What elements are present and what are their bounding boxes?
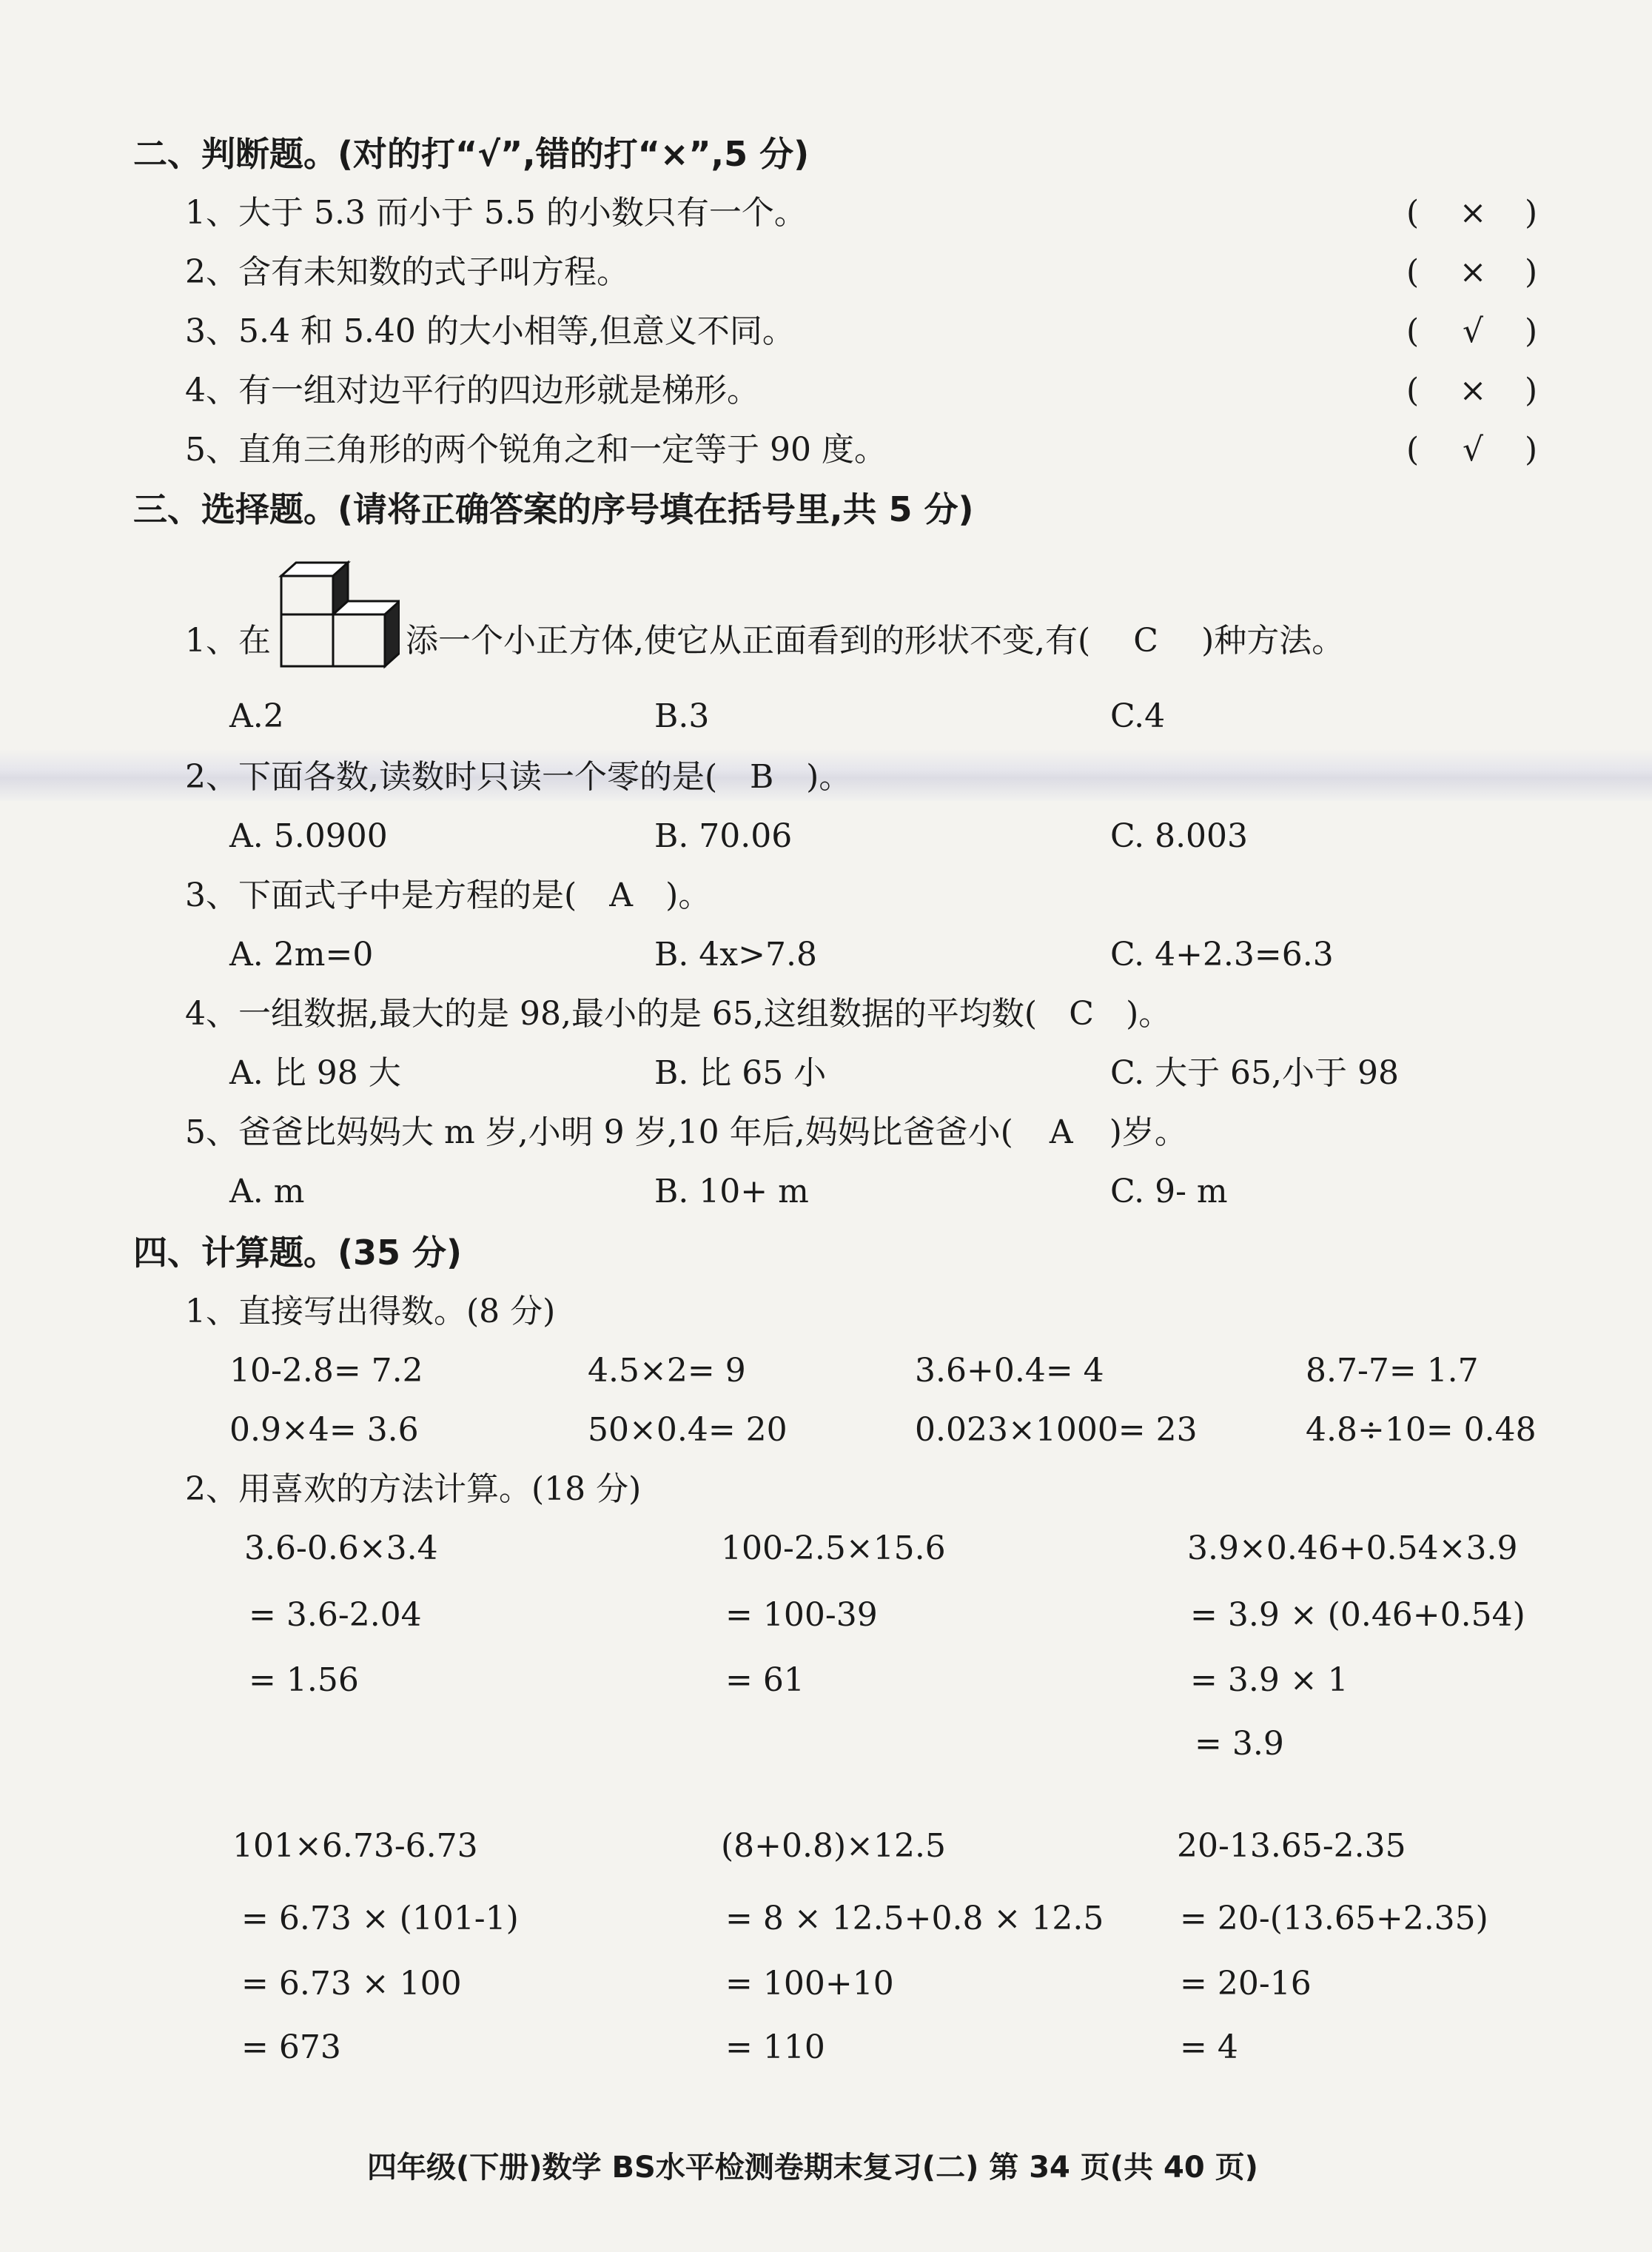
choice-q1-text (406, 619, 1344, 663)
judge-item-5: 5、直角三角形的两个锐角之和一定等于 90 度。 (185, 431, 887, 469)
choice-q5-option-c: C. 9- m (1110, 1173, 1228, 1210)
choice-q1-option-a: A.2 (229, 697, 284, 735)
calc-c6-line3: = 20-16 (1180, 1965, 1312, 2003)
judge-item-1: 1、大于 5.3 而小于 5.5 的小数只有一个。 (185, 194, 807, 232)
choice-q5-option-a: A. m (229, 1173, 305, 1210)
calc-c3-line2: = 3.9 × (0.46+0.54) (1190, 1596, 1525, 1634)
choice-q5-text: 5、爸爸比妈妈大 m 岁,小明 9 岁,10 年后,妈妈比爸爸小( A )岁。 (185, 1110, 1187, 1155)
choice-q3-answer: A (609, 877, 634, 914)
calc-c1-line1: 3.6-0.6×3.4 (244, 1529, 438, 1567)
calc-c2-line1: 100-2.5×15.6 (721, 1529, 946, 1567)
calc-c4-line1: 101×6.73-6.73 (232, 1827, 478, 1865)
section4-title: 四、计算题。(35 分) (133, 1233, 463, 1273)
calc-c5-line1: (8+0.8)×12.5 (721, 1827, 947, 1865)
judge-item-4: 4、有一组对边平行的四边形就是梯形。 (185, 372, 759, 409)
direct-calc-6: 50×0.4= 20 (588, 1411, 788, 1449)
choice-q2-answer: B (749, 758, 774, 796)
choice-q2-option-c: C. 8.003 (1110, 817, 1249, 855)
calc-c3-line4: = 3.9 (1195, 1725, 1284, 1763)
direct-calc-2: 4.5×2= 9 (588, 1352, 746, 1390)
direct-calc-7: 0.023×1000= 23 (915, 1411, 1198, 1449)
choice-q3-option-c: C. 4+2.3=6.3 (1110, 936, 1334, 973)
choice-q3-option-a: A. 2m=0 (229, 936, 374, 973)
calc-c2-line2: = 100-39 (725, 1596, 878, 1634)
calc-c5-line3: = 100+10 (725, 1965, 894, 2003)
direct-calc-3: 3.6+0.4= 4 (915, 1352, 1104, 1390)
choice-q1-prefix: 1、在 (185, 622, 271, 660)
calc-c4-line2: = 6.73 × (101-1) (241, 1900, 519, 1937)
choice-q2-option-a: A. 5.0900 (229, 817, 388, 855)
choice-q5-option-b: B. 10+ m (654, 1173, 809, 1210)
calc-sub1-title: 1、直接写出得数。(8 分) (185, 1293, 556, 1330)
exam-page: 二、判断题。(对的打“√”,错的打“×”,5 分) 1、大于 5.3 而小于 5.5 的小数只有一个。 ( × ) 2、含有未知数的式子叫方程。 ( × ) 3、5.4 和 5.40 的大小相等,但意义不同。 ( √ ) 4、有一组对边平行的四边形就是梯形。 ( × ) 5、直角三角形的两个锐角之和一定等于 90 度。 ( √ ) 三、选择题。(请将正确答案的序号填在括号里,共 5 分) 1、在 添一个小正方体,使它从正面看到的形状不变,有( C )种方法。 A.2 B.3 C.4 2、下面各数,读数时只读一个零的是( B )。 A. 5.0900 B. 70.06 C. 8.003 3、下面式子中是方程的是( A )。 A. 2m=0 B. 4x>7.8 C. 4+2.3=6.3 4、一组数据,最大的是 98,最小的是 65,这组数据的平均数( C )。 A. 比 98 大 B. 比 65 小 C. 大于 65,小于 98 5、爸爸比妈妈大 m 岁,小明 9 岁,10 年后,妈妈比爸爸小( A )岁。 A. m B. 10+ m C. 9- m 四、计算题。(35 分) 1、直接写出得数。(8 分) 10-2.8= 7.2 4.5×2= 9 3.6+0.4= 4 8.7-7= 1.7 0.9×4= 3.6 50×0.4= 20 0.023×1000= 23 4.8÷10= 0.48 2、用喜欢的方法计算。(18 分) 3.6-0.6×3.4 = 3.6-2.04 = 1.56 100-2.5×15.6 = 100-39 = 61 3.9×0.46+0.54×3.9 = 3.9 × (0.46+0.54) = 3.9 × 1 = 3.9 101×6.73-6.73 = 6.73 × (101-1) = 6.73 × 100 = 673 (8+0.8)×12.5 = 8 × 12.5+0.8 × 12.5 = 100+10 = 110 20-13.65-2.35 = 20-(13.65+2.35) = 20-16 = 4 四年级(下册)数学 BS水平检测卷期末复习(二) 第 34 页(共 40 页) (0, 0, 1652, 2252)
calc-c1-line2: = 3.6-2.04 (249, 1596, 422, 1634)
judge-item-2: 2、含有未知数的式子叫方程。 (185, 253, 629, 291)
calc-c4-line3: = 6.73 × 100 (241, 1965, 462, 2003)
choice-q1-answer: C (1133, 622, 1158, 660)
choice-q3-text: 3、下面式子中是方程的是( A )。 (185, 874, 711, 918)
direct-calc-8: 4.8÷10= 0.48 (1306, 1411, 1537, 1449)
calc-c6-line1: 20-13.65-2.35 (1177, 1827, 1406, 1865)
judge-item-3: 3、5.4 和 5.40 的大小相等,但意义不同。 (185, 312, 795, 350)
choice-q4-option-c: C. 大于 65,小于 98 (1110, 1054, 1400, 1092)
calc-c3-line1: 3.9×0.46+0.54×3.9 (1187, 1529, 1518, 1567)
cube-stack-figure (278, 560, 400, 671)
calc-c3-line3: = 3.9 × 1 (1190, 1661, 1349, 1699)
choice-q5-answer: A (1049, 1113, 1073, 1151)
choice-q1-option-c: C.4 (1110, 697, 1166, 735)
calc-c6-line2: = 20-(13.65+2.35) (1180, 1900, 1488, 1937)
direct-calc-5: 0.9×4= 3.6 (229, 1411, 419, 1449)
choice-q1-suffix: 添一个小正方体,使它从正面看到的形状不变,有( (406, 622, 1091, 660)
choice-q4-option-a: A. 比 98 大 (229, 1054, 401, 1092)
choice-q1-option-b: B.3 (654, 697, 710, 735)
calc-c6-line4: = 4 (1180, 2028, 1238, 2066)
choice-q4-option-b: B. 比 65 小 (654, 1054, 827, 1092)
choice-q3-option-b: B. 4x>7.8 (654, 936, 817, 973)
calc-c1-line3: = 1.56 (249, 1661, 359, 1699)
calc-c4-line4: = 673 (241, 2028, 341, 2066)
calc-sub2-title: 2、用喜欢的方法计算。(18 分) (185, 1470, 642, 1508)
section3-title: 三、选择题。(请将正确答案的序号填在括号里,共 5 分) (133, 489, 974, 529)
direct-calc-1: 10-2.8= 7.2 (229, 1352, 423, 1390)
calc-c2-line3: = 61 (725, 1661, 805, 1699)
section2-title: 二、判断题。(对的打“√”,错的打“×”,5 分) (133, 134, 810, 174)
choice-q2-option-b: B. 70.06 (654, 817, 793, 855)
choice-q1-end: )种方法。 (1201, 622, 1345, 660)
direct-calc-4: 8.7-7= 1.7 (1306, 1352, 1479, 1390)
choice-q4-answer: C (1069, 995, 1094, 1033)
calc-c5-line4: = 110 (725, 2028, 825, 2066)
calc-c5-line2: = 8 × 12.5+0.8 × 12.5 (725, 1900, 1104, 1937)
choice-q2-text: 2、下面各数,读数时只读一个零的是( B )。 (185, 755, 851, 800)
choice-q4-text: 4、一组数据,最大的是 98,最小的是 65,这组数据的平均数( C )。 (185, 992, 1171, 1036)
page-footer: 四年级(下册)数学 BS水平检测卷期末复习(二) 第 34 页(共 40 页) (367, 2151, 1258, 2185)
